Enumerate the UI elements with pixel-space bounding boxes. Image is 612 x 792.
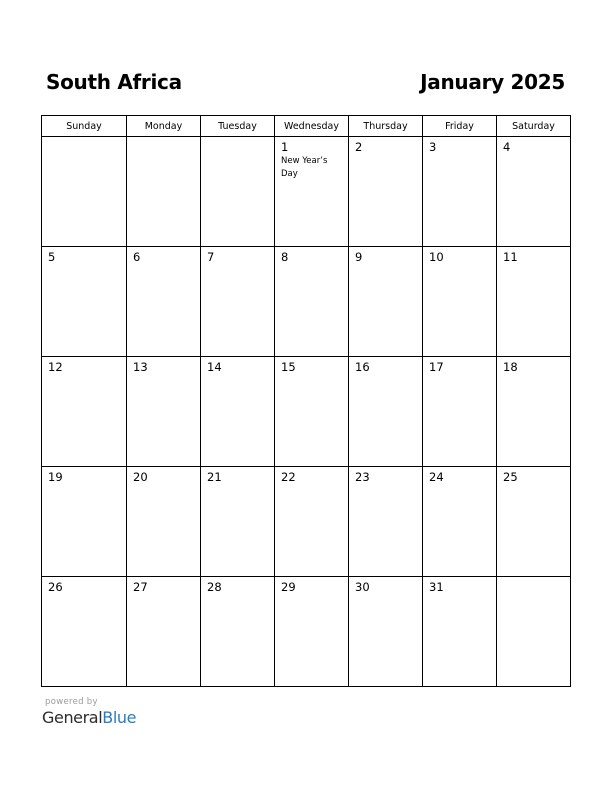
holiday-label: New Year’s Day	[281, 156, 328, 179]
weekday-header: Monday	[127, 116, 201, 137]
day-number: 4	[503, 140, 511, 154]
day-cell	[275, 577, 349, 687]
day-cell	[201, 137, 275, 247]
day-cell	[201, 467, 275, 577]
day-number: 2	[355, 140, 363, 154]
weekday-header: Wednesday	[275, 116, 349, 137]
weekday-header: Friday	[423, 116, 497, 137]
day-number	[497, 577, 570, 580]
brand-blue-text: Blue	[102, 708, 137, 727]
day-cell	[423, 577, 497, 687]
month-title: January 2025	[420, 70, 565, 94]
generalblue-logo	[42, 708, 136, 727]
day-cell	[423, 247, 497, 357]
day-number: 20	[133, 470, 148, 484]
day-number: 18	[503, 360, 518, 374]
brand-general-text: General	[42, 708, 103, 727]
day-cell	[497, 357, 571, 467]
footer-branding	[42, 697, 136, 727]
day-cell	[42, 137, 127, 247]
day-cell	[497, 137, 571, 247]
day-number	[201, 137, 274, 140]
day-cell	[423, 137, 497, 247]
day-number: 30	[355, 580, 370, 594]
weekday-header: Thursday	[349, 116, 423, 137]
day-number: 3	[429, 140, 437, 154]
week-row	[42, 577, 571, 687]
day-number: 1	[281, 140, 289, 154]
day-cell	[349, 137, 423, 247]
day-cell	[423, 467, 497, 577]
day-number: 21	[207, 470, 222, 484]
day-number: 16	[355, 360, 370, 374]
country-title: South Africa	[46, 70, 182, 94]
week-row	[42, 357, 571, 467]
day-number: 15	[281, 360, 296, 374]
day-cell	[423, 357, 497, 467]
day-cell	[349, 577, 423, 687]
day-number: 6	[133, 250, 141, 264]
day-cell	[42, 467, 127, 577]
day-number	[127, 137, 200, 140]
day-cell	[127, 357, 201, 467]
day-cell	[275, 137, 349, 247]
day-number: 25	[503, 470, 518, 484]
day-number: 9	[355, 250, 363, 264]
day-cell	[42, 357, 127, 467]
day-cell	[201, 247, 275, 357]
powered-by-label: powered by	[45, 697, 98, 707]
day-number: 17	[429, 360, 444, 374]
day-number: 19	[48, 470, 63, 484]
day-cell	[127, 247, 201, 357]
day-number: 11	[503, 250, 518, 264]
day-number: 29	[281, 580, 296, 594]
day-cell	[349, 357, 423, 467]
day-number: 8	[281, 250, 289, 264]
day-number: 13	[133, 360, 148, 374]
day-number: 24	[429, 470, 444, 484]
day-number: 23	[355, 470, 370, 484]
weekday-header: Saturday	[497, 116, 571, 137]
day-number	[42, 137, 126, 140]
day-cell	[42, 577, 127, 687]
day-number: 27	[133, 580, 148, 594]
day-cell	[275, 357, 349, 467]
week-row	[42, 467, 571, 577]
day-cell	[127, 137, 201, 247]
day-cell	[497, 247, 571, 357]
day-cell	[497, 467, 571, 577]
day-number: 31	[429, 580, 444, 594]
day-cell	[201, 357, 275, 467]
day-number: 22	[281, 470, 296, 484]
day-cell	[497, 577, 571, 687]
day-cell	[201, 577, 275, 687]
day-number: 26	[48, 580, 63, 594]
weekday-header: Tuesday	[201, 116, 275, 137]
day-number: 7	[207, 250, 215, 264]
day-cell	[275, 467, 349, 577]
day-cell	[127, 467, 201, 577]
day-number: 28	[207, 580, 222, 594]
day-cell	[349, 247, 423, 357]
day-cell	[275, 247, 349, 357]
weekday-header: Sunday	[42, 116, 127, 137]
week-row	[42, 247, 571, 357]
calendar-grid	[41, 115, 571, 687]
day-number: 10	[429, 250, 444, 264]
week-row	[42, 137, 571, 247]
day-cell	[349, 467, 423, 577]
day-number: 12	[48, 360, 63, 374]
day-cell	[42, 247, 127, 357]
day-number: 5	[48, 250, 56, 264]
day-cell	[127, 577, 201, 687]
weekday-header-row	[42, 116, 571, 137]
day-number: 14	[207, 360, 222, 374]
